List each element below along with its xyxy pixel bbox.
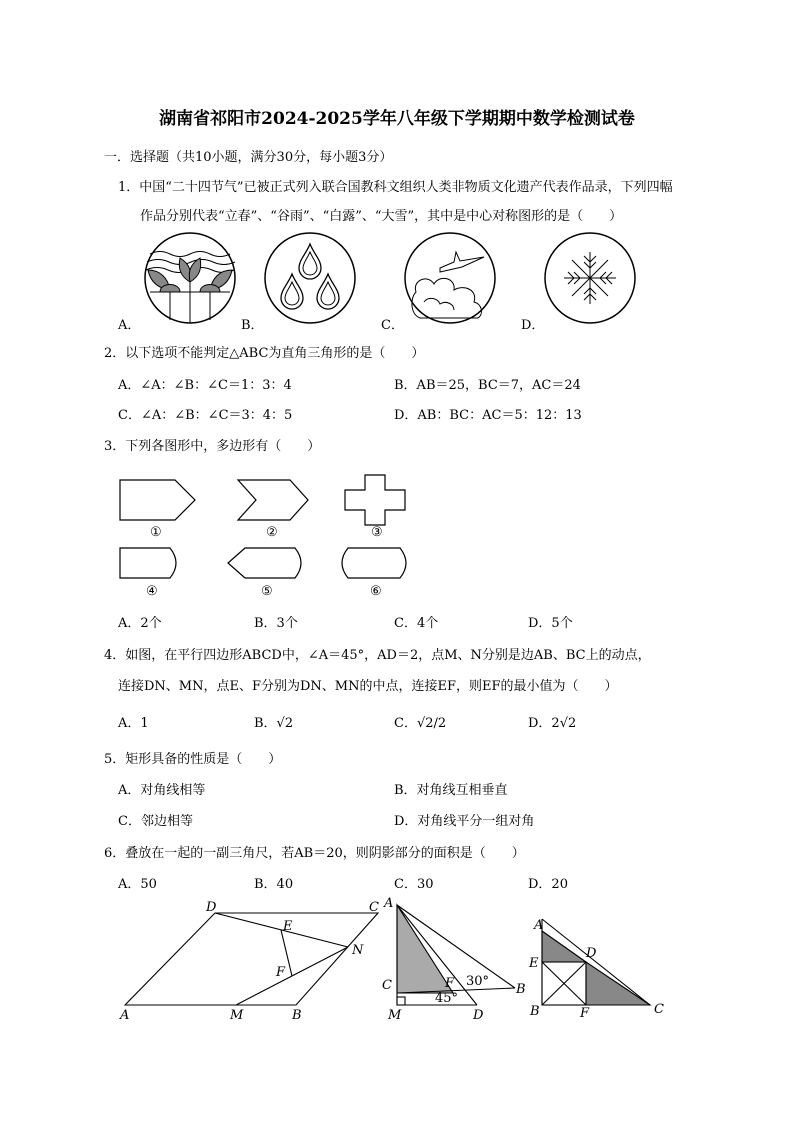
label-a: A <box>120 1008 130 1023</box>
q4-option-b: B．√2 <box>254 716 294 731</box>
q4-stem-line2: 连接DN、MN，点E、F分别为DN、MN的中点，连接EF，则EF的最小值为（ ） <box>118 679 618 694</box>
q4-option-c: C．√2/2 <box>394 716 447 731</box>
q1-option-a: A． <box>118 318 141 333</box>
shape-2 <box>238 480 308 520</box>
q4-option-a: A．1 <box>118 716 149 731</box>
triangles-figure <box>397 905 515 1005</box>
q5-option-d: D．对角线平分一组对角 <box>394 814 535 829</box>
label-45: 45° <box>435 991 459 1006</box>
q2-option-d: D．AB：BC：AC＝5：12：13 <box>394 408 582 423</box>
q2-stem: 2．以下选项不能判定△ABC为直角三角形的是（ ） <box>104 346 425 361</box>
shape-5 <box>228 548 301 578</box>
label-d2: D <box>473 1008 484 1023</box>
shape-label-3: ③ <box>371 525 383 540</box>
label-30: 30° <box>466 974 490 989</box>
bailu-figure <box>405 233 495 323</box>
shape-4 <box>120 548 176 578</box>
label-b2: B <box>516 982 526 997</box>
label-e3: E <box>529 956 539 971</box>
q3-option-a: A．2个 <box>118 616 162 631</box>
q6-stem: 6．叠放在一起的一副三角尺，若AB＝20，则阴影部分的面积是（ ） <box>104 846 525 861</box>
q5-option-c: C．邻边相等 <box>118 814 193 829</box>
shape-label-4: ④ <box>146 584 158 599</box>
label-f: F <box>276 965 286 980</box>
bottom-figures <box>110 895 680 1025</box>
label-m: M <box>230 1008 244 1023</box>
shape-label-1: ① <box>150 525 162 540</box>
label-a3: A <box>534 918 544 933</box>
parallelogram-figure <box>125 913 378 1005</box>
label-d: D <box>206 900 217 915</box>
q1-option-d: D． <box>521 318 545 333</box>
q2-option-a: A．∠A：∠B：∠C＝1：3：4 <box>118 378 292 393</box>
label-c3: C <box>654 1002 664 1017</box>
q5-stem: 5．矩形具备的性质是（ ） <box>104 752 282 767</box>
page-title: 湖南省祁阳市2024-2025学年八年级下学期期中数学检测试卷 <box>159 109 635 129</box>
q2-option-b: B．AB＝25，BC＝7，AC＝24 <box>394 378 581 393</box>
lichun-figure <box>145 233 235 323</box>
q3-option-b: B．3个 <box>254 616 298 631</box>
section-heading: 一．选择题（共10小题，满分30分，每小题3分） <box>104 150 393 165</box>
q3-stem: 3．下列各图形中，多边形有（ ） <box>104 439 321 454</box>
q4-option-d: D．2√2 <box>528 716 577 731</box>
shape-label-2: ② <box>266 525 278 540</box>
q5-option-b: B．对角线互相垂直 <box>394 783 508 798</box>
daxue-figure <box>545 233 635 323</box>
q1-stem-line2: 作品分别代表“立春”、“谷雨”、“白露”、“大雪”，其中是中心对称图形的是（ ） <box>140 209 623 224</box>
label-f2: F <box>445 976 455 991</box>
q6-option-d: D．20 <box>528 877 568 892</box>
q6-option-c: C．30 <box>394 877 434 892</box>
label-d3: D <box>586 946 597 961</box>
q6-option-a: A．50 <box>118 877 157 892</box>
label-b3: B <box>530 1004 540 1019</box>
label-m2: M <box>388 1008 402 1023</box>
label-c2: C <box>382 978 392 993</box>
guyu-figure <box>265 233 355 323</box>
q1-option-b: B． <box>241 318 264 333</box>
q1-stem-line1: 1．中国“二十四节气”已被正式列入联合国教科文组织人类非物质文化遗产代表作品录，下列四幅 <box>118 180 673 195</box>
q4-stem-line1: 4．如图，在平行四边形ABCD中，∠A＝45°，AD＝2，点M、N分别是边AB、BC上的动点， <box>104 648 651 663</box>
label-c: C <box>369 900 379 915</box>
q2-option-c: C．∠A：∠B：∠C＝3：4：5 <box>118 408 293 423</box>
shape-6 <box>342 548 406 578</box>
shape-3 <box>345 475 405 525</box>
label-b: B <box>292 1008 302 1023</box>
shape-1 <box>120 480 195 520</box>
q6-option-b: B．40 <box>254 877 294 892</box>
square-figure <box>542 919 650 1005</box>
q5-option-a: A．对角线相等 <box>118 783 206 798</box>
label-a2: A <box>384 896 394 911</box>
q1-figures <box>100 232 660 332</box>
shape-label-6: ⑥ <box>370 584 382 599</box>
q3-option-d: D．5个 <box>528 616 573 631</box>
label-f3: F <box>580 1006 590 1021</box>
shape-label-5: ⑤ <box>261 584 273 599</box>
label-e: E <box>283 919 293 934</box>
q1-option-c: C． <box>381 318 404 333</box>
label-n: N <box>352 943 364 958</box>
q3-option-c: C．4个 <box>394 616 439 631</box>
